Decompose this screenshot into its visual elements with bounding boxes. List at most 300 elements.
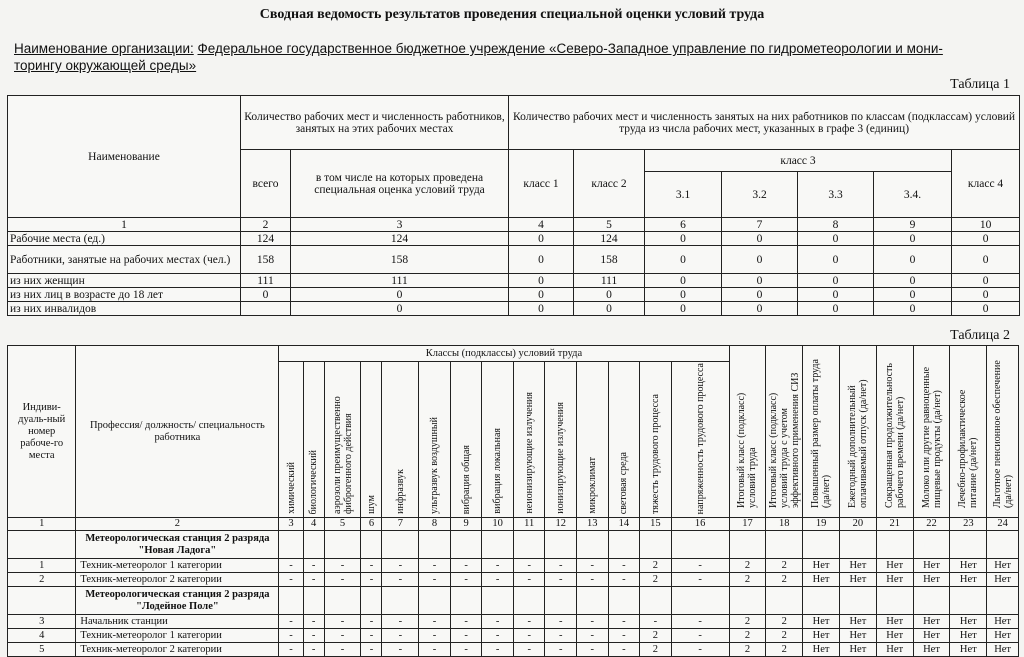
t2-header-extra-label: Повышенный размер оплаты труда (да/нет) [810, 358, 833, 508]
t1-row-name: из них инвалидов [8, 302, 241, 316]
t2-colnum: 7 [382, 518, 419, 531]
t2-header-extra-label: Молоко или другие равноценные пищевые продукты (да/нет) [920, 366, 943, 508]
t2-section-row [8, 531, 1019, 559]
t1-cell: 0 [722, 302, 798, 316]
t2-cell: - [324, 643, 361, 657]
t2-cell: - [671, 559, 729, 573]
t1-row [8, 246, 1020, 274]
t2-header-extra-label: Итоговый класс (подкласс) условий труда с учетом эффективного применения СИЗ [768, 372, 802, 508]
t2-header-factor-label: ультразвук воздушный [429, 417, 441, 514]
t1-cell: 0 [798, 246, 874, 274]
t2-header-factor-label: вибрация общая [460, 444, 472, 514]
t1-cell: 0 [874, 246, 952, 274]
t1-cell: 0 [874, 302, 952, 316]
t1-cell: 0 [952, 302, 1020, 316]
t2-empty-cell [303, 531, 324, 559]
t2-cell: - [513, 559, 545, 573]
t2-empty-cell [766, 587, 803, 615]
t2-cell: - [419, 615, 451, 629]
t2-empty-cell [839, 587, 876, 615]
t2-cell: Нет [876, 615, 913, 629]
t1-colnum: 5 [574, 218, 645, 232]
t2-cell: - [419, 643, 451, 657]
t2-colnum: 15 [640, 518, 672, 531]
t2-cell: Нет [839, 559, 876, 573]
t2-empty-cell [839, 531, 876, 559]
t2-cell: - [361, 643, 382, 657]
t1-row-name: Рабочие места (ед.) [8, 232, 241, 246]
t2-cell: Нет [913, 643, 950, 657]
t2-cell: - [324, 573, 361, 587]
t2-header-factor-label: шум [365, 495, 377, 514]
t2-empty-cell [671, 587, 729, 615]
t2-header-factor [361, 362, 382, 518]
t1-cell: 0 [722, 288, 798, 302]
t1-cell: 158 [574, 246, 645, 274]
t2-cell: 2 [766, 643, 803, 657]
t1-cell: 0 [645, 246, 722, 274]
t2-cell: - [577, 615, 609, 629]
t2-cell: Нет [950, 573, 987, 587]
t1-cell: 0 [798, 302, 874, 316]
t2-cell: Нет [839, 643, 876, 657]
t1-cell: 0 [645, 232, 722, 246]
t2-cell: Нет [913, 559, 950, 573]
t2-colnum: 18 [766, 518, 803, 531]
t2-cell: - [279, 559, 303, 573]
t2-cell: - [279, 629, 303, 643]
t2-cell: Нет [950, 629, 987, 643]
t2-header-factor [279, 362, 303, 518]
t2-cell: Нет [913, 573, 950, 587]
t1-cell: 111 [241, 274, 291, 288]
t2-cell: Нет [803, 573, 840, 587]
t2-header-extra [876, 346, 913, 518]
t2-empty-cell [577, 531, 609, 559]
organization-label: Наименование организации: [14, 41, 194, 56]
t1-cell: 158 [291, 246, 509, 274]
t2-cell: - [450, 629, 482, 643]
t2-cell: Нет [950, 559, 987, 573]
t1-cell: 0 [874, 274, 952, 288]
t1-cell: 0 [798, 232, 874, 246]
t2-empty-cell [279, 587, 303, 615]
t2-cell: - [482, 643, 514, 657]
t2-empty-cell [729, 531, 766, 559]
t2-cell: - [513, 573, 545, 587]
t2-empty-cell [450, 531, 482, 559]
t2-row-num: 1 [8, 559, 76, 573]
t1-header-count: Количество рабочих мест и численность работников, занятых на этих рабочих местах [241, 96, 509, 150]
t2-cell: Нет [839, 615, 876, 629]
t2-header-factor [324, 362, 361, 518]
t2-header-factor-label: аэрозоли преимущественно фиброгенного действия [331, 396, 354, 514]
t2-empty-cell [803, 587, 840, 615]
t2-cell: - [303, 573, 324, 587]
t2-colnum: 16 [671, 518, 729, 531]
t2-row [8, 573, 1019, 587]
t2-cell: 2 [729, 629, 766, 643]
t2-cell: - [361, 615, 382, 629]
t1-colnum: 3 [291, 218, 509, 232]
t2-header-classes: Классы (подклассы) условий труда [279, 346, 729, 362]
t2-empty-cell [482, 531, 514, 559]
t2-cell: Нет [803, 615, 840, 629]
t2-header-extra-label: Лечебно-профилактическое питание (да/нет) [957, 389, 980, 508]
t2-empty-cell [950, 531, 987, 559]
t2-cell: - [303, 559, 324, 573]
t2-empty-cell [640, 587, 672, 615]
t2-header-factor-label: неионизирующие излучения [523, 392, 535, 514]
t2-cell: - [608, 629, 640, 643]
t2-header-extra [729, 346, 766, 518]
t2-row-name: Техник-метеоролог 2 категории [76, 573, 279, 587]
table1-caption: Таблица 1 [950, 77, 1010, 92]
t2-cell: - [671, 573, 729, 587]
t1-header-name: Наименование [8, 96, 241, 218]
t1-cell: 0 [952, 232, 1020, 246]
t2-colnum: 23 [950, 518, 987, 531]
t2-cell: - [577, 629, 609, 643]
t2-empty-cell [876, 531, 913, 559]
t2-empty-cell [419, 531, 451, 559]
t2-empty-cell [382, 587, 419, 615]
t1-column-numbers [8, 218, 1020, 232]
t1-cell: 124 [241, 232, 291, 246]
t2-colnum: 20 [839, 518, 876, 531]
organization-name [14, 40, 1014, 74]
t2-cell: - [545, 559, 577, 573]
t2-colnum: 22 [913, 518, 950, 531]
t2-empty-cell [513, 587, 545, 615]
t2-header-factor-label: вибрация локальная [492, 428, 504, 514]
t2-cell: - [324, 629, 361, 643]
t2-cell: Нет [950, 643, 987, 657]
t2-row-num: 3 [8, 615, 76, 629]
t2-cell: 2 [640, 629, 672, 643]
t2-colnum: 3 [279, 518, 303, 531]
t2-colnum: 8 [419, 518, 451, 531]
t2-cell: - [608, 615, 640, 629]
t2-cell: - [361, 573, 382, 587]
t2-header-extra [950, 346, 987, 518]
t2-header-extra [803, 346, 840, 518]
table2-caption: Таблица 2 [950, 328, 1010, 343]
t1-cell: 0 [798, 288, 874, 302]
t2-cell: - [382, 573, 419, 587]
t2-cell: - [513, 615, 545, 629]
t2-empty-cell [608, 531, 640, 559]
t1-header-class1: класс 1 [509, 150, 574, 218]
t2-cell: 2 [640, 559, 672, 573]
t2-cell: 2 [766, 559, 803, 573]
t2-colnum: 1 [8, 518, 76, 531]
t2-header-profession: Профессия/ должность/ специальность работника [76, 346, 279, 518]
t1-cell: 0 [722, 274, 798, 288]
t1-cell: 0 [291, 288, 509, 302]
t2-empty-cell [303, 587, 324, 615]
t2-cell: 2 [640, 573, 672, 587]
t1-cell: 0 [574, 302, 645, 316]
t1-colnum: 9 [874, 218, 952, 232]
t2-section-name: Метеорологическая станция 2 разряда "Новая Ладога" [76, 531, 279, 559]
t2-cell: - [419, 629, 451, 643]
t2-section-row [8, 587, 1019, 615]
t2-row-num: 2 [8, 573, 76, 587]
t2-header-factor [450, 362, 482, 518]
t2-empty-cell [987, 587, 1019, 615]
t2-cell: Нет [803, 629, 840, 643]
t2-empty-cell [876, 587, 913, 615]
t1-row [8, 302, 1020, 316]
t1-cell: 0 [722, 246, 798, 274]
t2-empty-cell [324, 531, 361, 559]
t2-colnum: 19 [803, 518, 840, 531]
t2-cell: - [450, 643, 482, 657]
t2-cell: - [577, 559, 609, 573]
t2-cell: 2 [729, 615, 766, 629]
t2-empty-cell [913, 531, 950, 559]
t2-cell: - [279, 643, 303, 657]
t2-empty-cell [513, 531, 545, 559]
t2-cell: 2 [729, 559, 766, 573]
t2-cell: - [640, 615, 672, 629]
t1-header-classes: Количество рабочих мест и численность занятых на них работников по классам (подклассам) условий труда из числа рабочих мест, указанных в графе 3 (единиц) [509, 96, 1020, 150]
t2-cell: - [482, 573, 514, 587]
t2-cell: Нет [803, 643, 840, 657]
t2-cell: Нет [987, 629, 1019, 643]
t1-row-name: из них женщин [8, 274, 241, 288]
t2-empty-cell [913, 587, 950, 615]
t2-header-factor-label: химический [285, 462, 297, 514]
t1-cell: 0 [509, 274, 574, 288]
t2-header-factor [577, 362, 609, 518]
t1-colnum: 1 [8, 218, 241, 232]
t2-colnum: 14 [608, 518, 640, 531]
t2-cell: - [324, 615, 361, 629]
t1-cell: 0 [645, 288, 722, 302]
t1-cell: 111 [574, 274, 645, 288]
t1-cell: 0 [509, 232, 574, 246]
t2-colnum: 11 [513, 518, 545, 531]
t1-cell: 0 [645, 274, 722, 288]
t2-cell: Нет [913, 629, 950, 643]
t2-cell: Нет [950, 615, 987, 629]
t2-cell: - [513, 643, 545, 657]
t1-cell: 0 [645, 302, 722, 316]
t1-row [8, 274, 1020, 288]
t2-empty-cell [729, 587, 766, 615]
t1-cell: 0 [574, 288, 645, 302]
t2-header-extra [987, 346, 1019, 518]
t2-cell: Нет [803, 559, 840, 573]
t2-header-extra-label: Сокращенная продолжительность рабочего времени (да/нет) [883, 362, 906, 508]
t2-cell: - [482, 615, 514, 629]
summary-table-2 [7, 345, 1019, 657]
t2-cell: - [324, 559, 361, 573]
t2-header-factor-label: ионизирующие излучения [555, 402, 567, 514]
t2-header-factor-label: тяжесть трудового процесса [649, 394, 661, 514]
t2-cell: - [608, 643, 640, 657]
t2-colnum: 4 [303, 518, 324, 531]
t1-cell: 0 [798, 274, 874, 288]
t2-cell: - [608, 573, 640, 587]
t2-colnum: 17 [729, 518, 766, 531]
t2-cell: - [450, 559, 482, 573]
t2-header-workplace-number: Индиви-дуаль-ный номер рабоче-го места [8, 346, 76, 518]
t2-row-num: 5 [8, 643, 76, 657]
t2-empty-cell [361, 587, 382, 615]
t1-header-total: всего [241, 150, 291, 218]
t2-cell: 2 [766, 615, 803, 629]
t2-header-factor-label: инфразвук [394, 469, 406, 514]
t2-cell: - [361, 629, 382, 643]
t2-cell: - [577, 643, 609, 657]
t2-colnum: 9 [450, 518, 482, 531]
t2-colnum: 5 [324, 518, 361, 531]
t2-cell: - [382, 559, 419, 573]
t2-colnum: 12 [545, 518, 577, 531]
t2-header-extra-label: Итоговый класс (подкласс) условий труда [736, 392, 759, 508]
t1-header-class2: класс 2 [574, 150, 645, 218]
t2-header-factor [382, 362, 419, 518]
t2-row-name: Начальник станции [76, 615, 279, 629]
t2-cell: - [419, 559, 451, 573]
t2-empty-cell [545, 531, 577, 559]
t2-cell: 2 [729, 573, 766, 587]
t1-row [8, 232, 1020, 246]
t2-empty-cell [671, 531, 729, 559]
t2-header-factor [608, 362, 640, 518]
t1-header-3-3: 3.3 [798, 172, 874, 218]
t2-empty-cell [608, 587, 640, 615]
t1-cell: 0 [952, 288, 1020, 302]
t2-cell: - [279, 573, 303, 587]
t2-cell: - [450, 615, 482, 629]
t2-cell: Нет [987, 573, 1019, 587]
t2-cell: Нет [876, 573, 913, 587]
t2-empty-cell [382, 531, 419, 559]
t1-cell: 0 [952, 246, 1020, 274]
t2-row [8, 643, 1019, 657]
t2-colnum: 10 [482, 518, 514, 531]
t2-cell: - [545, 643, 577, 657]
t2-header-extra-label: Ежегодный дополнительный оплачиваемый отпуск (да/нет) [846, 378, 869, 508]
t2-cell: - [671, 643, 729, 657]
t1-row-name: из них лиц в возрасте до 18 лет [8, 288, 241, 302]
t2-empty-cell [324, 587, 361, 615]
t1-header-class4: класс 4 [952, 150, 1020, 218]
t2-cell: - [279, 615, 303, 629]
t1-cell: 124 [574, 232, 645, 246]
t2-empty-cell [803, 531, 840, 559]
t1-cell: 0 [874, 232, 952, 246]
t2-cell: - [577, 573, 609, 587]
t2-cell: - [361, 559, 382, 573]
t2-colnum: 13 [577, 518, 609, 531]
t2-empty-cell [950, 587, 987, 615]
t2-header-factor-label: напряженность трудового процесса [694, 362, 706, 514]
t2-row [8, 559, 1019, 573]
t2-cell: Нет [987, 559, 1019, 573]
summary-table-1 [7, 95, 1020, 316]
t2-cell: - [303, 629, 324, 643]
t1-colnum: 8 [798, 218, 874, 232]
t1-colnum: 7 [722, 218, 798, 232]
t2-cell: - [545, 573, 577, 587]
t2-column-numbers [8, 518, 1019, 531]
t1-header-3-4: 3.4. [874, 172, 952, 218]
t2-empty-cell [279, 531, 303, 559]
t1-cell [241, 302, 291, 316]
t1-cell: 0 [874, 288, 952, 302]
organization-value: Федеральное государственное бюджетное учреждение «Северо-Западное управление по гидрометеорологии и мони- [197, 41, 943, 56]
t1-header-class3: класс 3 [645, 150, 952, 172]
t2-cell: Нет [876, 643, 913, 657]
t2-cell: - [382, 615, 419, 629]
t2-cell: Нет [913, 615, 950, 629]
t2-cell: - [671, 629, 729, 643]
t2-empty-cell [361, 531, 382, 559]
t2-cell: - [482, 559, 514, 573]
t1-cell: 0 [509, 288, 574, 302]
t1-colnum: 6 [645, 218, 722, 232]
t2-cell: - [513, 629, 545, 643]
t1-cell: 0 [509, 246, 574, 274]
t2-header-factor [513, 362, 545, 518]
t2-section-num [8, 587, 76, 615]
t2-cell: - [450, 573, 482, 587]
t1-row [8, 288, 1020, 302]
t1-cell: 0 [722, 232, 798, 246]
t2-cell: - [303, 643, 324, 657]
t2-empty-cell [419, 587, 451, 615]
t2-header-extra [766, 346, 803, 518]
t1-cell: 111 [291, 274, 509, 288]
t2-header-extra-label: Льготное пенсионное обеспечение (да/нет) [991, 359, 1014, 508]
t2-cell: Нет [839, 573, 876, 587]
t2-colnum: 2 [76, 518, 279, 531]
t2-header-factor [671, 362, 729, 518]
t2-cell: - [303, 615, 324, 629]
t2-cell: - [482, 629, 514, 643]
t2-row [8, 615, 1019, 629]
t1-cell: 0 [291, 302, 509, 316]
t2-header-factor [419, 362, 451, 518]
t1-colnum: 2 [241, 218, 291, 232]
t1-cell: 124 [291, 232, 509, 246]
t2-colnum: 21 [876, 518, 913, 531]
t1-cell: 0 [952, 274, 1020, 288]
t2-cell: - [382, 629, 419, 643]
t2-header-factor [482, 362, 514, 518]
t2-header-extra [839, 346, 876, 518]
t2-cell: - [545, 629, 577, 643]
t1-cell: 158 [241, 246, 291, 274]
t2-colnum: 6 [361, 518, 382, 531]
t2-empty-cell [640, 531, 672, 559]
t2-header-factor-label: световая среда [618, 451, 630, 514]
t2-cell: - [419, 573, 451, 587]
t2-cell: 2 [766, 573, 803, 587]
t2-cell: Нет [876, 559, 913, 573]
t2-cell: - [608, 559, 640, 573]
t2-row-num: 4 [8, 629, 76, 643]
t2-cell: 2 [729, 643, 766, 657]
document-title: Сводная ведомость результатов проведения специальной оценки условий труда [259, 7, 765, 22]
t2-cell: Нет [987, 615, 1019, 629]
t2-row-name: Техник-метеоролог 1 категории [76, 629, 279, 643]
